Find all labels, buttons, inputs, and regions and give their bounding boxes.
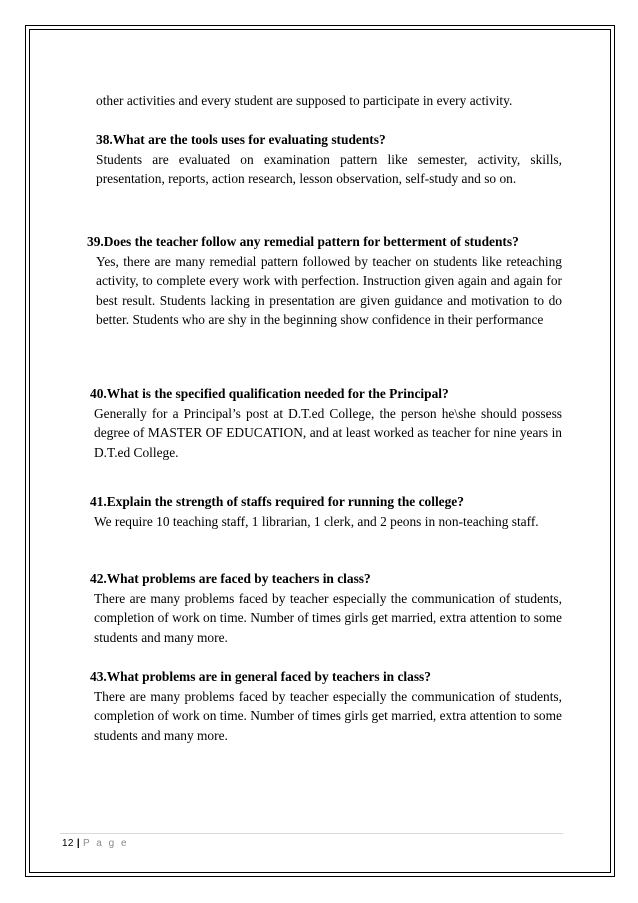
intro-line: other activities and every student are supposed to participate in every activity.: [96, 93, 513, 108]
footer-separator: |: [76, 838, 80, 849]
answer-40: Generally for a Principal’s post at D.T.ed College, the person he\she should possess degree of MASTER OF EDUCATION, and at least worked as teacher for nine years in D.T.ed College.: [94, 405, 562, 460]
question-39: 39.Does the teacher follow any remedial pattern for betterment of students?: [87, 234, 519, 249]
answer-42: There are many problems faced by teacher especially the communication of students, completion of work on time. Number of times girls get married, extra attention to some students and many more.: [94, 590, 562, 645]
intro-paragraph: [96, 91, 562, 111]
answer-43: There are many problems faced by teacher especially the communication of students, completion of work on time. Number of times girls get married, extra attention to some students and many more.: [94, 688, 562, 743]
question-38: 38.What are the tools uses for evaluating students?: [96, 132, 386, 147]
answer-38: Students are evaluated on examination pattern like semester, activity, skills, presentation, reports, action research, lesson observation, self-study and so on.: [96, 151, 562, 186]
question-42: 42.What problems are faced by teachers in class?: [90, 571, 371, 586]
question-40: 40.What is the specified qualification needed for the Principal?: [90, 386, 449, 401]
page-footer: [62, 838, 129, 849]
page-label: P a g e: [83, 838, 129, 849]
question-41: 41.Explain the strength of staffs required for running the college?: [90, 494, 464, 509]
answer-41: We require 10 teaching staff, 1 librarian, 1 clerk, and 2 peons in non-teaching staff.: [94, 513, 539, 529]
answer-39: Yes, there are many remedial pattern followed by teacher on students like reteaching activity, to complete every work with perfection. Instruction given again and again for best result. Students lacking in presentation are given guidance and motivation to do better. Students who are shy in the beginning show confidence in their performance: [96, 253, 562, 327]
qa-39: [87, 232, 562, 330]
qa-41: [90, 492, 562, 531]
question-43: 43.What problems are in general faced by teachers in class?: [90, 669, 431, 684]
footer-divider: [60, 833, 563, 834]
qa-38: [96, 130, 562, 189]
page-number: 12: [62, 838, 74, 849]
qa-42: [90, 569, 562, 647]
qa-40: [90, 384, 562, 462]
qa-43: [90, 667, 562, 745]
